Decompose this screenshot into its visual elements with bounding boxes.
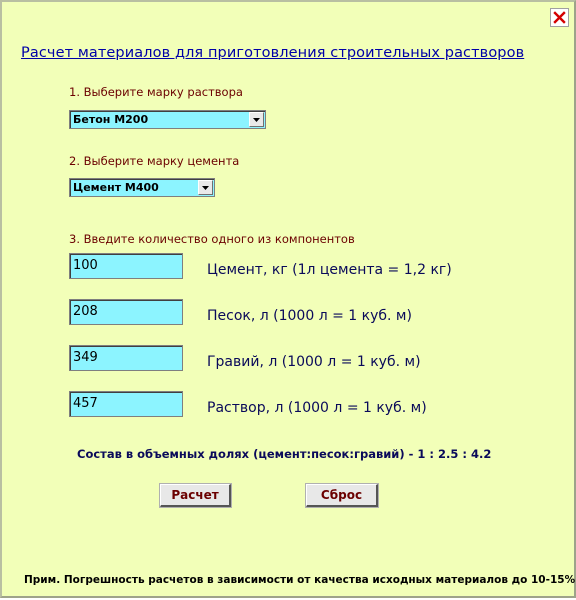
mortar-grade-dropdown-button[interactable] [249,112,264,127]
close-button[interactable] [550,8,569,27]
mortar-amount-input[interactable]: 457 [69,391,183,417]
step3-label: 3. Введите количество одного из компонентов [69,232,355,246]
step1-label: 1. Выберите марку раствора [69,85,243,99]
chevron-down-icon [202,186,209,190]
cement-amount-label: Цемент, кг (1л цемента = 1,2 кг) [207,262,452,278]
mortar-grade-value: Бетон М200 [73,113,149,126]
composition-summary: Состав в объемных долях (цемент:песок:гравий) - 1 : 2.5 : 4.2 [77,447,492,461]
page-title: Расчет материалов для приготовления строительных растворов [21,45,525,61]
mortar-amount-label: Раствор, л (1000 л = 1 куб. м) [207,400,427,416]
step2-label: 2. Выберите марку цемента [69,154,240,168]
mortar-grade-select[interactable] [69,110,266,129]
chevron-down-icon [253,118,260,122]
cement-grade-dropdown-button[interactable] [198,180,213,195]
cement-grade-select[interactable] [69,178,215,197]
cement-amount-input[interactable]: 100 [69,253,183,279]
reset-button[interactable]: Сброс [306,484,378,507]
accuracy-note: Прим. Погрешность расчетов в зависимости от качества исходных материалов до 10-15% [24,574,576,586]
calculate-button[interactable]: Расчет [160,484,231,507]
gravel-amount-input[interactable]: 349 [69,345,183,371]
close-icon [553,11,566,24]
sand-amount-input[interactable]: 208 [69,299,183,325]
sand-amount-label: Песок, л (1000 л = 1 куб. м) [207,308,412,324]
gravel-amount-label: Гравий, л (1000 л = 1 куб. м) [207,354,421,370]
cement-grade-value: Цемент М400 [73,181,159,194]
